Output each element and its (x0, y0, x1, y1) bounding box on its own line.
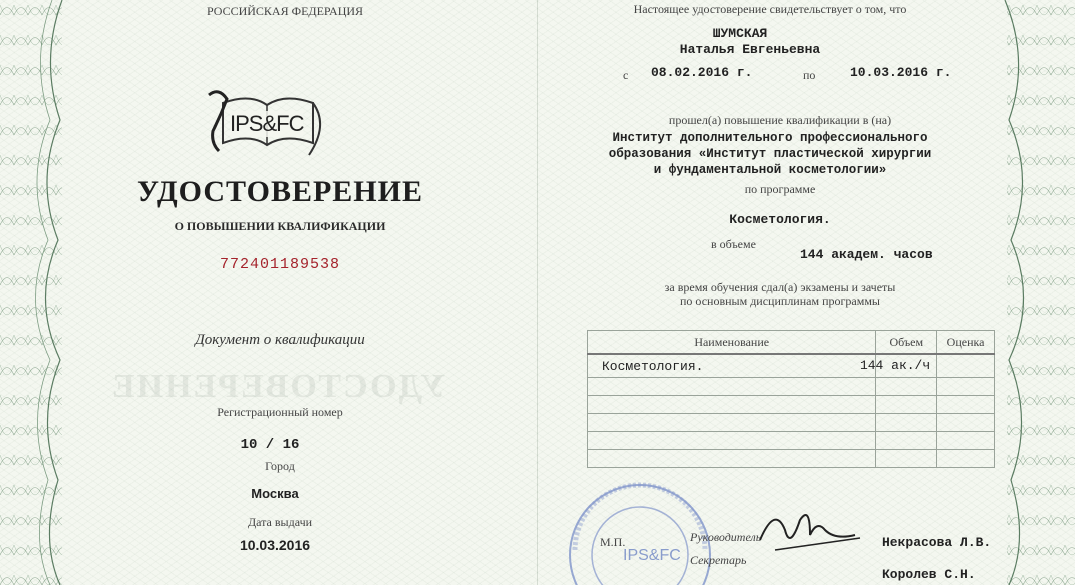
passed-text: прошел(а) повышение квалификации в (на) (668, 113, 892, 127)
stamp-label: М.П. (600, 535, 626, 549)
disciplines-table (587, 330, 995, 468)
ghost-watermark: УДОСТОВЕРЕНИЕ (110, 368, 446, 405)
intro-text: Настоящее удостоверение свидетельствует о том, что (633, 2, 907, 16)
document-subtitle: О ПОВЫШЕНИИ КВАЛИФИКАЦИИ (174, 219, 386, 233)
from-label: с (623, 68, 629, 82)
signature-icon (755, 500, 865, 560)
table-cell-name (588, 354, 876, 378)
table-row (588, 450, 995, 468)
table-row (588, 354, 995, 378)
program-name: Косметология. (729, 212, 831, 227)
volume-value: 144 академ. часов (800, 247, 933, 262)
program-label: по программе (744, 182, 816, 196)
institution-line-1: Институт дополнительного профессионального (612, 131, 928, 145)
table-row (588, 396, 995, 414)
svg-text:IPS&FC: IPS&FC (623, 547, 681, 564)
issue-date-label: Дата выдачи (247, 515, 313, 529)
director-name: Некрасова Л.В. (882, 535, 992, 550)
document-title: УДОСТОВЕРЕНИЕ (137, 175, 423, 208)
exams-line-1: за время обучения сдал(а) экзамены и зачеты (664, 280, 896, 294)
volume-label: в объеме (711, 237, 756, 251)
institution-name (570, 130, 970, 178)
exams-line-2: по основным дисциплинам программы (679, 294, 880, 308)
institution-line-2: образования «Институт пластической хирургии (608, 147, 932, 161)
table-row (588, 414, 995, 432)
table-cell-grade (937, 354, 995, 378)
fold-line (537, 0, 538, 585)
right-guilloche-border (995, 0, 1075, 585)
table-header-volume: Объем (876, 331, 937, 355)
registration-label: Регистрационный номер (217, 405, 343, 419)
document-type: Документ о квалификации (195, 332, 365, 348)
holder-name: Наталья Евгеньевна (679, 42, 821, 57)
logo (205, 85, 335, 160)
secretary-name: Королев С.Н. (882, 567, 976, 582)
city-label: Город (265, 459, 295, 473)
from-date: 08.02.2016 г. (651, 65, 753, 80)
city-value: Москва (251, 486, 299, 501)
registration-number: 10 / 16 (240, 437, 300, 453)
institution-line-3: и фундаментальной косметологии» (653, 163, 887, 177)
issue-date-value: 10.03.2016 (239, 537, 311, 553)
to-label: по (803, 68, 816, 82)
country-label: РОССИЙСКАЯ ФЕДЕРАЦИЯ (206, 4, 364, 18)
left-guilloche-border (0, 0, 70, 585)
secretary-label: Секретарь (690, 553, 747, 567)
table-row (588, 378, 995, 396)
holder-surname: ШУМСКАЯ (712, 26, 768, 41)
table-header-grade: Оценка (937, 331, 995, 355)
discipline-name: Косметология. (602, 358, 704, 374)
table-header-name: Наименование (588, 331, 876, 355)
table-cell-volume (859, 354, 937, 378)
table-row (588, 432, 995, 450)
discipline-volume: 144 ак./ч (859, 358, 931, 373)
serial-number: 772401189538 (219, 256, 341, 273)
to-date: 10.03.2016 г. (850, 65, 952, 80)
logo-text: IPS&FC (230, 111, 304, 136)
director-label: Руководитель (690, 530, 762, 544)
exams-text (600, 280, 960, 308)
table-header-row (588, 331, 995, 355)
